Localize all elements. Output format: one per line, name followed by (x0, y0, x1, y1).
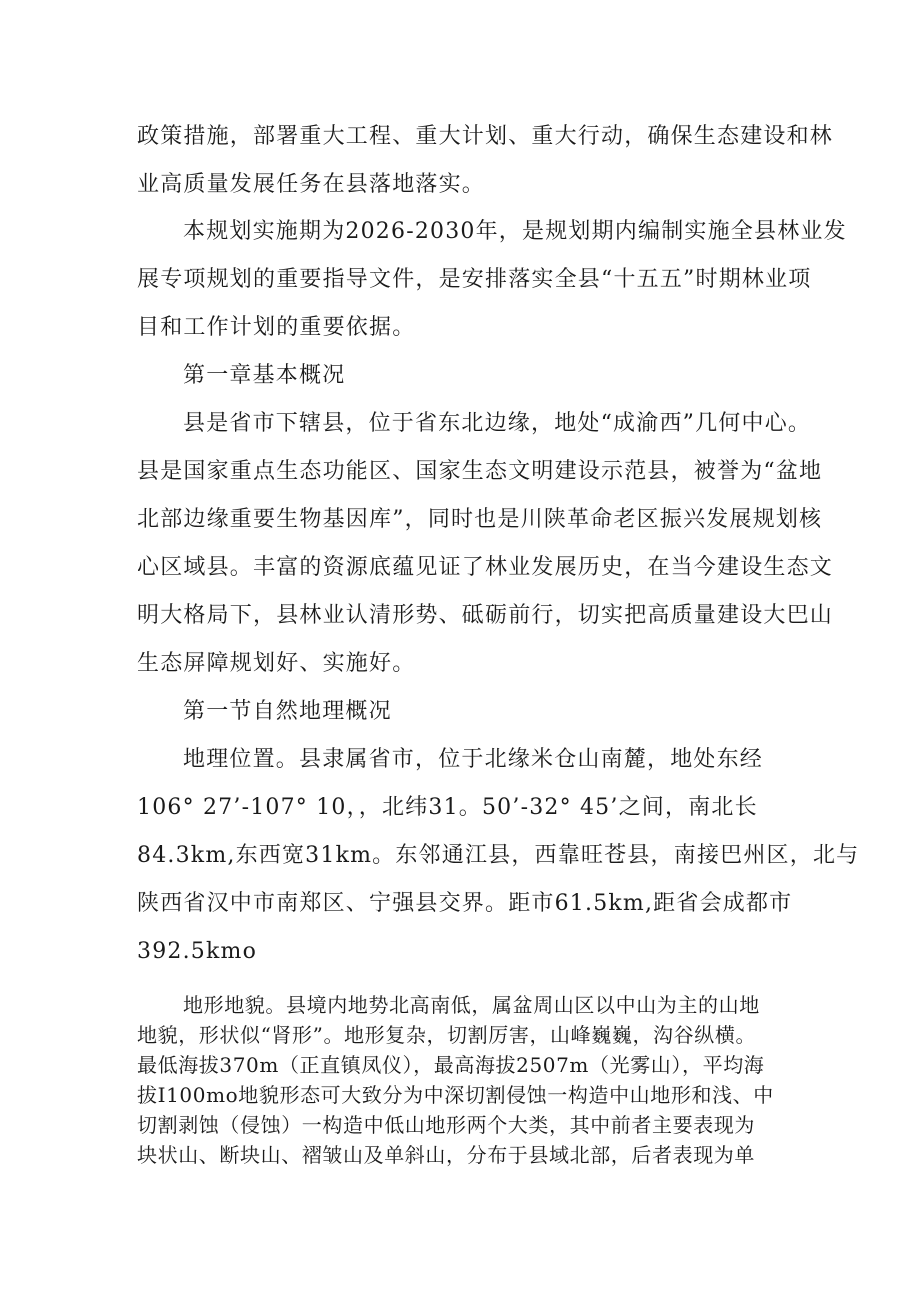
body-text-line: 展专项规划的重要指导文件，是安排落实全县“十五五”时期林业项 (137, 267, 812, 292)
body-text-line: 目和工作计划的重要依据。 (137, 315, 416, 340)
body-text-line: 心区域县。丰富的资源底蕴见证了林业发展历史，在当今建设生态文 (137, 555, 834, 580)
body-text-line: 最低海拔370m（正直镇凤仪），最高海拔2507m（光雾山），平均海 (137, 1053, 765, 1077)
paragraph-first-line: 地理位置。县隶属省市，位于北缘米仓山南麓，地处东经 (183, 747, 764, 772)
body-text-line: 政策措施，部署重大工程、重大计划、重大行动，确保生态建设和林 (137, 124, 834, 149)
body-text-line: 业高质量发展任务在县落地落实。 (137, 172, 486, 197)
paragraph-first-line: 地形地貌。县境内地势北高南低，属盆周山区以中山为主的山地 (183, 993, 760, 1017)
section-heading: 第一节自然地理概况 (183, 699, 392, 724)
paragraph-first-line: 本规划实施期为2026-2030年，是规划期内编制实施全县林业发 (183, 219, 847, 244)
paragraph-first-line: 县是省市下辖县，位于省东北边缘，地处“成渝西”几何中心。 (183, 411, 812, 436)
body-text-line: 明大格局下，县林业认清形势、砥砺前行，切实把高质量建设大巴山 (137, 603, 834, 628)
chapter-heading: 第一章基本概况 (183, 363, 346, 388)
body-text-line: 块状山、断块山、褶皱山及单斜山，分布于县域北部，后者表现为单 (137, 1143, 755, 1167)
body-text-line: 北部边缘重要生物基因库”，同时也是川陕革命老区振兴发展规划核 (137, 507, 823, 532)
body-text-line: 陕西省汉中市南郑区、宁强县交界。距市61.5km,距省会成都市 (137, 891, 793, 916)
body-text-line: 地貌，形状似“肾形”。地形复杂，切割厉害，山峰巍巍，沟谷纵横。 (137, 1023, 757, 1047)
body-text-line: 切割剥蚀（侵蚀）一构造中低山地形两个大类，其中前者主要表现为 (137, 1113, 755, 1137)
body-text-line: 84.3km,东西宽31km。东邻通江县，西靠旺苍县，南接巴州区，北与 (137, 843, 860, 868)
body-text-line: 392.5kmo (137, 939, 258, 964)
body-text-line: 县是国家重点生态功能区、国家生态文明建设示范县，被誉为“盆地 (137, 459, 823, 484)
body-text-line: 生态屏障规划好、实施好。 (137, 651, 416, 676)
body-text-line: 拔I100mo地貌形态可大致分为中深切割侵蚀一构造中山地形和浅、中 (137, 1083, 774, 1107)
body-text-line: 106° 27’-107° 10，，北纬31。50’-32° 45’之间，南北长 (137, 795, 758, 820)
